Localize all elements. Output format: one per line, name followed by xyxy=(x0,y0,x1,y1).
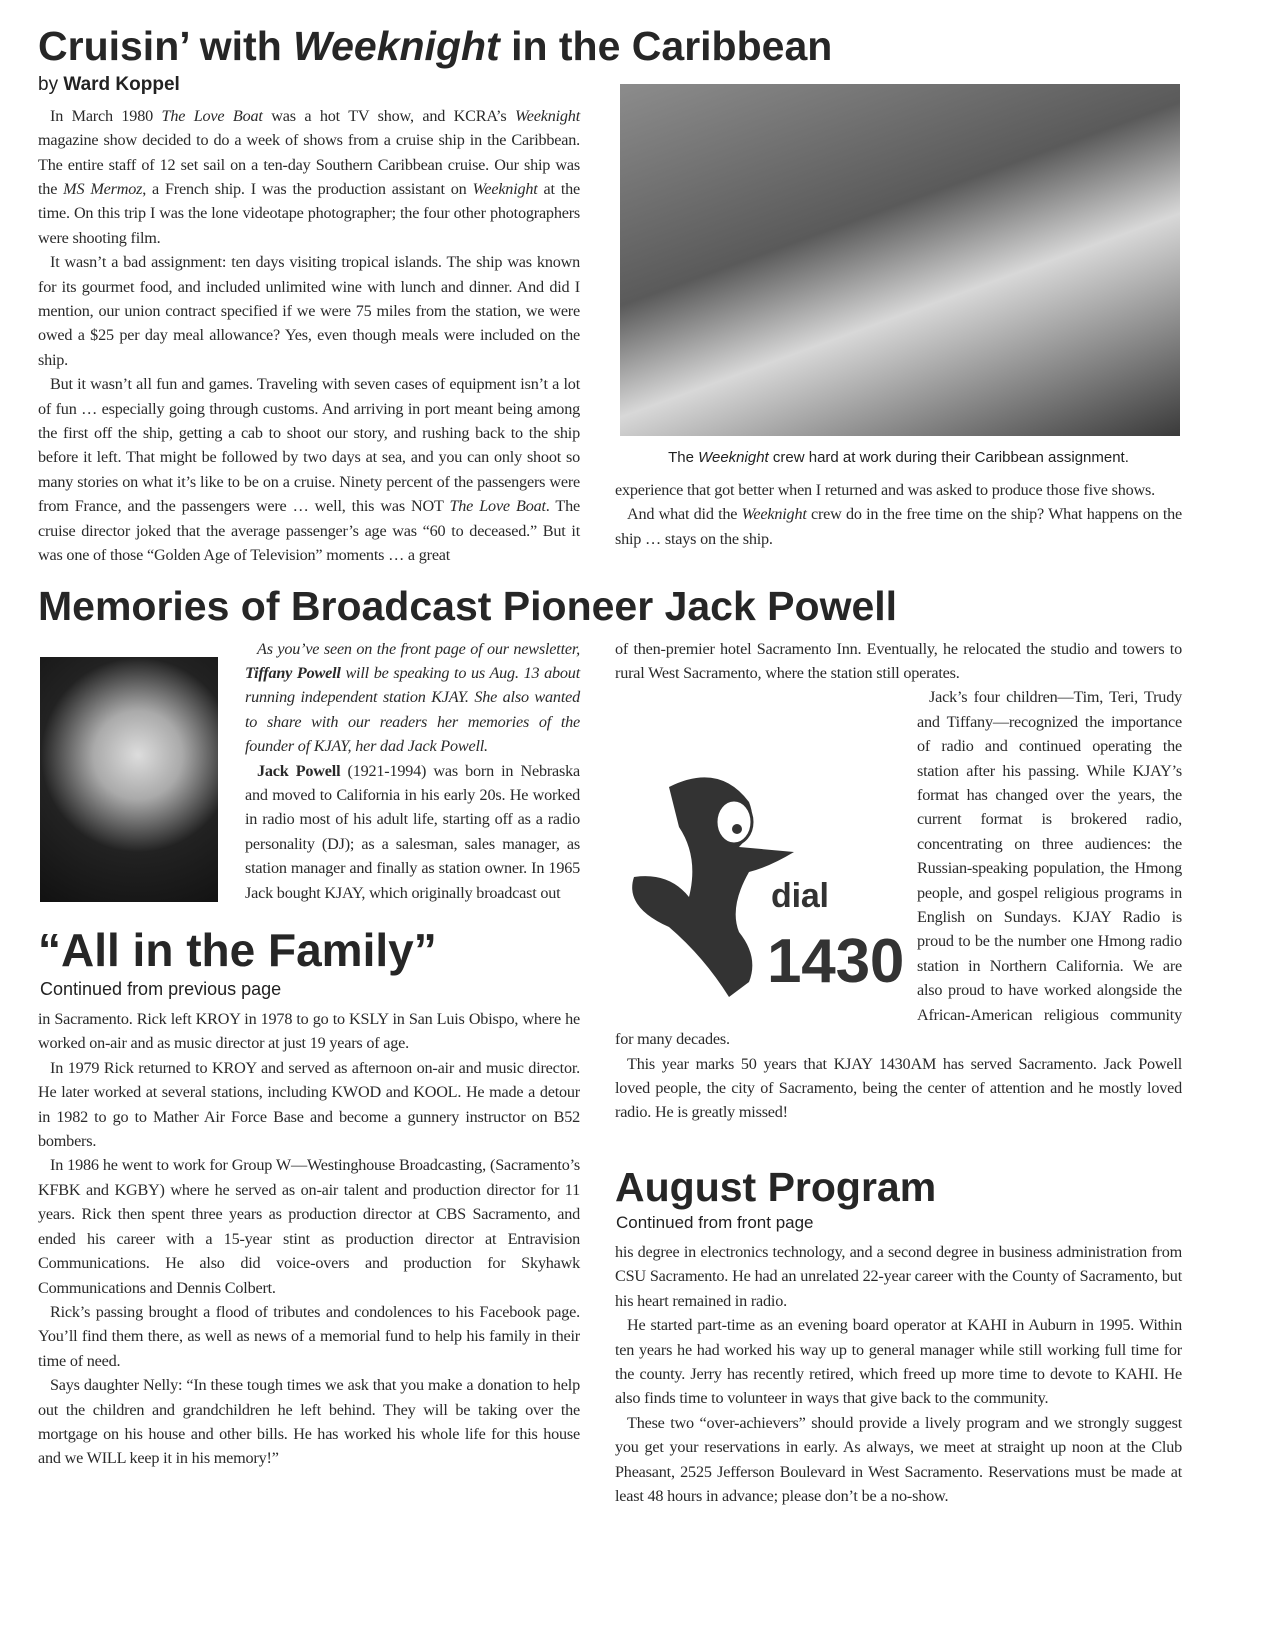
text-run: Jack’s four children—Tim, Teri, Trudy and Tiffany—recognized the importance of radio and continued operating the station after his passing. While KJAY’s format has changed over the years, the current format is brokered radio, concentrating on three audiences: the Russian-speaking population, the Hmong people, and gospel religious programs in English on Sundays. KJAY Radio is proud to be the number one Hmong radio station in Northern California. We are also proud to have worked alongside the African-American religious community for many decades. xyxy=(615,688,1182,1049)
article-title-august-program: August Program xyxy=(615,1163,937,1210)
text-run: This year marks 50 years that KJAY 1430AM has served Sacramento. Jack Powell loved people, the city of Sacramento, being the center of attention and he mostly loved radio. He is greatly missed! xyxy=(615,1054,1182,1122)
text-run: Weeknight xyxy=(472,180,538,198)
paragraph xyxy=(38,1373,580,1471)
article1-body xyxy=(38,104,1182,568)
text-run: experience that got better when I returned and was asked to produce those five shows. xyxy=(615,480,1155,499)
paragraph xyxy=(38,1300,580,1373)
paragraph xyxy=(615,637,1182,686)
article3-column xyxy=(38,1007,580,1471)
text-run: Tiffany Powell xyxy=(245,664,341,682)
byline-prefix: by xyxy=(38,74,64,96)
article1-right-column xyxy=(615,104,1182,551)
continued-note: Continued from front page xyxy=(616,1212,814,1232)
continued-note: Continued from previous page xyxy=(40,978,282,999)
text-run: Weeknight xyxy=(741,505,807,524)
text-run: And what did the xyxy=(627,505,742,524)
paragraph xyxy=(245,759,580,905)
text-run: will be speaking to us Aug. 13 about running independent station KJAY. She also wanted to share with our readers her memories of the founder of KJAY, her dad Jack Powell. xyxy=(245,664,580,756)
byline-author: Ward Koppel xyxy=(63,74,180,96)
paragraph xyxy=(38,1056,580,1154)
text-run: , a French ship. I was the production assistant on xyxy=(142,180,473,198)
text-run: . The cruise director joked that the average passenger’s age was “60 to deceased.” But it was one of those “Golden Age of Television” moments … a great xyxy=(38,497,580,565)
jack-powell-portrait xyxy=(40,657,218,902)
article-title-all-in-the-family: “All in the Family” xyxy=(38,924,437,977)
logo-frequency-text: 1430 xyxy=(767,927,905,997)
paragraph xyxy=(245,637,580,759)
article2-right-top xyxy=(615,637,1182,686)
lower-left-column xyxy=(38,637,580,1471)
text-run: As you’ve seen on the front page of our newsletter, xyxy=(257,639,580,658)
article1-right-text xyxy=(615,478,1182,551)
text-run: Rick’s passing brought a flood of tributes and condolences to his Facebook page. You’ll find them there, as well as news of a memorial fund to help his family in their time of need. xyxy=(38,1302,580,1370)
text-run: was a hot TV show, and KCRA’s xyxy=(262,106,515,125)
photo-caption xyxy=(615,448,1182,468)
woodpecker-icon xyxy=(609,757,909,1007)
text-run: These two “over-achievers” should provide a lively program and we strongly suggest you get your reservations in early. As always, we meet at straight up noon at the Club Pheasant, 2525 Jefferson Boulevard in West Sacramento. Reservations must be made at least 48 hours in advance; please don’t be a no-show. xyxy=(615,1413,1182,1505)
article-title-cruisin xyxy=(38,24,1182,69)
paragraph xyxy=(38,250,580,372)
article2-right-column xyxy=(615,637,1182,1125)
article-title-jack-powell: Memories of Broadcast Pioneer Jack Powell xyxy=(38,582,898,629)
text-run: of then-premier hotel Sacramento Inn. Eventually, he relocated the studio and towers to rural West Sacramento, where the station still operates. xyxy=(615,639,1182,682)
text-run: The Love Boat xyxy=(449,497,546,516)
paragraph xyxy=(38,1007,580,1056)
text-run: He started part-time as an evening board operator at KAHI in Auburn in 1995. Within ten years he had worked his way up to general manager while still working full time for the county. Jerry has recently retired, which freed up more time to devote to KAHI. He also finds time to volunteer in ways that give back to the community. xyxy=(615,1316,1182,1408)
crew-photo xyxy=(620,84,1180,436)
paragraph xyxy=(38,1153,580,1299)
text-run: It wasn’t a bad assignment: ten days visiting tropical islands. The ship was known for its gourmet food, and included unlimited wine with lunch and dinner. And did I mention, our union contract specified if we were 75 miles from the station, we were owed a $25 per day meal allowance? Yes, even though meals were included on the ship. xyxy=(38,253,580,369)
title-italic: Weeknight xyxy=(293,23,500,69)
article1-left-column xyxy=(38,104,580,568)
kjay-woodpecker-logo xyxy=(609,757,909,1007)
text-run: magazine show decided to do a week of shows from a cruise ship in the Caribbean. The entire staff of 12 set sail on a ten-day Southern Caribbean cruise. Our ship was the xyxy=(38,131,580,198)
lower-right-column xyxy=(615,637,1182,1509)
text-run: Says daughter Nelly: “In these tough times we ask that you make a donation to help out the children and grandchildren he left behind. They will be taking over the mortgage on his house and other bills. He has worked his whole life for this house and we WILL keep it in his memory!” xyxy=(38,1376,580,1468)
lower-section xyxy=(38,637,1182,1509)
text-run: But it wasn’t all fun and games. Traveling with seven cases of equipment isn’t a lot of fun … especially going through customs. And arriving in port meant being among the first off the ship, getting a cab to shoot our story, and rushing back to the ship before it left. That might be followed by two days at sea, and you can only shoot so many stories on what it’s like to be on a cruise. Ninety percent of the passengers were from France, and the passengers were … well, this was NOT xyxy=(38,375,580,516)
text-run: Jack Powell xyxy=(257,761,341,780)
text-run: MS Mermoz xyxy=(63,180,143,198)
paragraph xyxy=(615,502,1182,551)
text-run: crew do in the free time on the ship? What happens on the ship … stays on the ship. xyxy=(615,505,1183,548)
caption-text: The xyxy=(668,448,699,466)
paragraph xyxy=(615,1313,1182,1411)
text-run: In 1986 he went to work for Group W—Westinghouse Broadcasting, (Sacramento’s KFBK and KGBY) where he served as on-air talent and production director for 11 years. Rick then spent three years as production director at CBS Sacramento, and ended his career with a 15-year stint as production director at Entravision Communications. He also did voice-overs and production for Skyhawk Communications and Dennis Colbert. xyxy=(38,1156,580,1297)
paragraph xyxy=(615,1052,1182,1125)
text-run: at the time. On this trip I was the lone videotape photographer; the four other photographers were shooting film. xyxy=(38,180,581,247)
article2-intro-column xyxy=(245,637,580,905)
text-run: The Love Boat xyxy=(161,106,263,125)
caption-text: crew hard at work during their Caribbean assignment. xyxy=(768,448,1129,466)
text-run: his degree in electronics technology, and a second degree in business administration from CSU Sacramento. He had an unrelated 22-year career with the County of Sacramento, but his heart remained in radio. xyxy=(615,1242,1182,1310)
title-text: Cruisin’ with xyxy=(38,23,294,69)
paragraph xyxy=(38,372,580,567)
text-run: In 1979 Rick returned to KROY and served as afternoon on-air and music director. He later worked at several stations, including KWOD and KOOL. He made a detour in 1982 to go to Mather Air Force Base and become a gunnery instructor on B52 bombers. xyxy=(38,1058,580,1151)
article2-intro xyxy=(38,637,580,905)
title-text: in the Caribbean xyxy=(499,23,833,69)
paragraph xyxy=(38,104,580,250)
text-run: In March 1980 xyxy=(50,106,162,125)
paragraph xyxy=(615,1240,1182,1313)
logo-dial-text: dial xyxy=(771,877,829,916)
paragraph xyxy=(615,1411,1182,1509)
caption-italic: Weeknight xyxy=(698,448,769,466)
text-run: in Sacramento. Rick left KROY in 1978 to go to KSLY in San Luis Obispo, where he worked on-air and as music director at just 19 years of age. xyxy=(38,1010,580,1053)
text-run: Weeknight xyxy=(514,106,580,125)
text-run: (1921-1994) was born in Nebraska and moved to California in his early 20s. He worked in radio most of his adult life, starting off as a radio personality (DJ); as a salesman, sales manager, as station manager and finally as station owner. In 1965 Jack bought KJAY, which originally broadcast out xyxy=(245,761,580,902)
article4-column xyxy=(615,1240,1182,1508)
paragraph xyxy=(615,478,1182,502)
